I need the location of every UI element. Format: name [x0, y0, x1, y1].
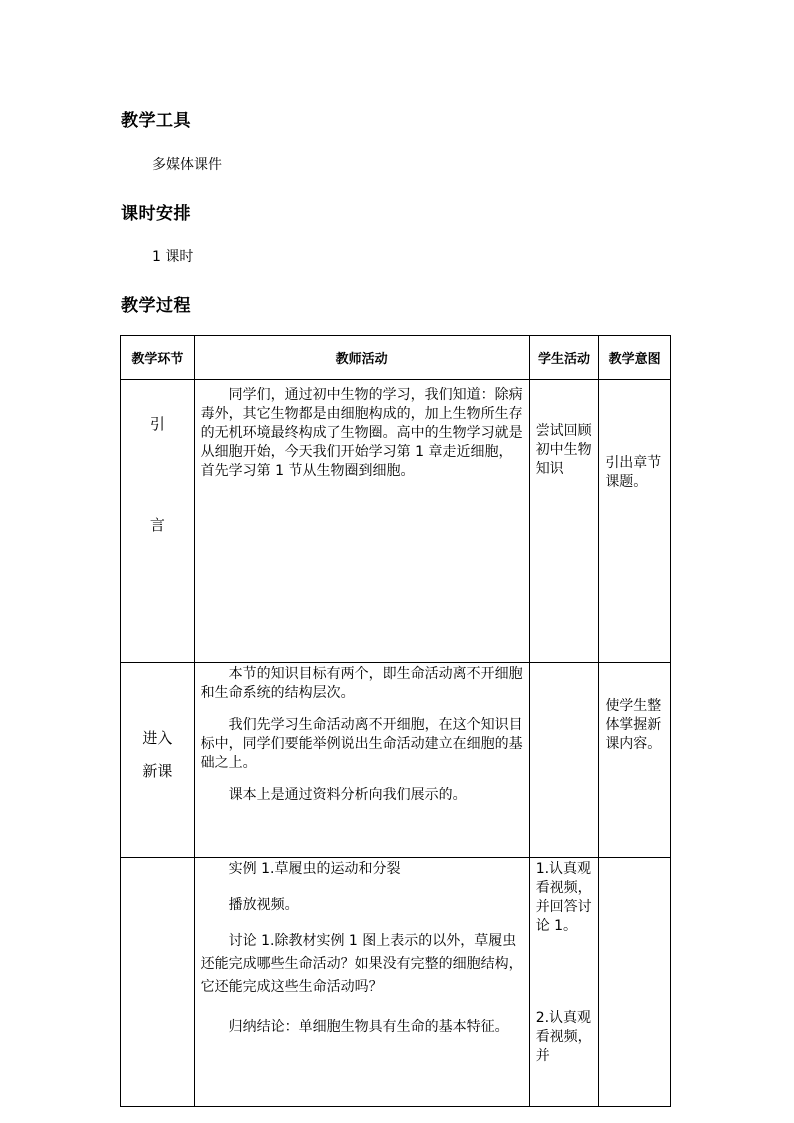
section-title-schedule: 课时安排	[121, 204, 191, 224]
intent-cell	[599, 858, 671, 1107]
student-activity-text: 尝试回顾初中生物知识	[535, 423, 592, 477]
intent-text: 引出章节课题。	[605, 455, 662, 490]
teacher-activity-cell	[194, 380, 529, 663]
intent-text: 使学生整体掌握新课内容。	[605, 698, 662, 752]
teacher-activity-cell	[194, 858, 529, 1107]
teacher-paragraph: 课本上是通过资料分析向我们展示的。	[228, 787, 467, 803]
stage-cell	[121, 380, 195, 663]
teacher-paragraph: 播放视频。	[228, 897, 299, 913]
stage-cell	[121, 663, 195, 858]
teacher-paragraph: 本节的知识目标有两个，即生命活动离不开细胞和生命系统的结构层次。	[200, 666, 523, 701]
intent-text	[599, 858, 670, 866]
stage-label: 言	[149, 516, 165, 534]
header-student-activity: 学生活动	[529, 336, 599, 380]
table-row	[121, 380, 671, 663]
teacher-paragraph: 归纳结论：单细胞生物具有生命的基本特征。	[228, 1019, 509, 1035]
teacher-paragraph: 同学们，通过初中生物的学习，我们知道：除病毒外，其它生物都是由细胞构成的，加上生物所生存的无机环境最终构成了生物圈。高中的生物学习就是从细胞开始，今天我们开始学习第 1 章走近细胞，首先学习第 1 节从生物圈到细胞。	[200, 387, 523, 479]
student-activity-cell	[529, 858, 599, 1107]
student-activity-cell	[529, 380, 599, 663]
header-stage: 教学环节	[121, 336, 195, 380]
table-header-row	[121, 336, 671, 380]
intent-cell	[599, 663, 671, 858]
student-activity-cell	[529, 663, 599, 858]
teacher-paragraph: 实例 1.草履虫的运动和分裂	[228, 861, 401, 877]
stage-label: 新课	[142, 762, 173, 780]
header-intent: 教学意图	[599, 336, 671, 380]
tools-content: 多媒体课件	[152, 157, 222, 173]
stage-label: 进入	[142, 729, 173, 747]
student-activity-text	[530, 663, 599, 671]
intent-cell	[599, 380, 671, 663]
teaching-process-table	[120, 335, 671, 1107]
teacher-paragraph: 我们先学习生命活动离不开细胞，在这个知识目标中，同学们要能举例说出生命活动建立在细胞的基础之上。	[200, 717, 523, 771]
student-activity-text: 2.认真观看视频，并	[535, 1010, 592, 1064]
table-row	[121, 858, 671, 1107]
teacher-activity-cell	[194, 663, 529, 858]
section-title-process: 教学过程	[121, 296, 191, 316]
table-row	[121, 663, 671, 858]
section-title-tools: 教学工具	[121, 111, 191, 131]
student-activity-text: 1.认真观看视频，并回答讨论 1。	[535, 861, 592, 934]
header-teacher-activity: 教师活动	[194, 336, 529, 380]
stage-label: 引	[149, 415, 165, 433]
stage-cell	[121, 858, 195, 1107]
schedule-content: 1 课时	[152, 249, 194, 265]
teacher-paragraph: 讨论 1.除教材实例 1 图上表示的以外，草履虫还能完成哪些生命活动？如果没有完整的细胞结构，它还能完成这些生命活动吗？	[200, 933, 523, 995]
